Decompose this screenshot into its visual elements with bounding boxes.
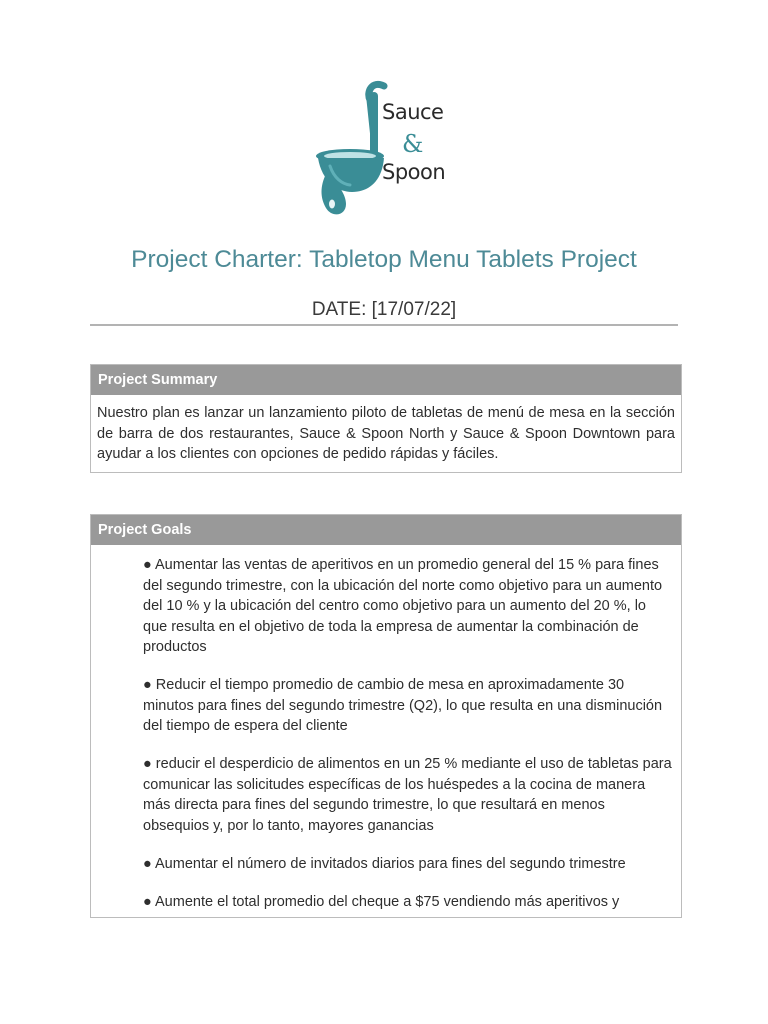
goal-text: Aumentar el número de invitados diarios para fines del segundo trimestre xyxy=(155,855,626,872)
project-summary-section xyxy=(90,364,682,473)
document-date: DATE: [17/07/22] xyxy=(311,299,457,320)
bullet-icon: ● xyxy=(143,756,152,772)
sauce-and-spoon-logo xyxy=(312,78,458,220)
logo-text-sauce: Sauce xyxy=(382,100,444,124)
project-goals-section xyxy=(90,514,682,918)
title-divider xyxy=(90,324,678,326)
goal-item xyxy=(143,555,673,658)
goal-item xyxy=(143,892,673,913)
goal-text: Aumente el total promedio del cheque a $75 vendiendo más aperitivos y xyxy=(155,893,620,910)
goal-text: Reducir el tiempo promedio de cambio de mesa en aproximadamente 30 minutos para fines del segundo trimestre (Q2), lo que resulta en una disminución del tiempo de espera del cliente xyxy=(143,677,663,734)
document-title: Project Charter: Tabletop Menu Tablets Project xyxy=(131,246,637,273)
logo-text-spoon: Spoon xyxy=(382,160,446,184)
project-goals-heading: Project Goals xyxy=(91,515,681,546)
bullet-icon: ● xyxy=(143,855,152,872)
project-goals-list xyxy=(91,546,681,912)
bullet-icon: ● xyxy=(143,893,152,910)
logo-ampersand: & xyxy=(402,130,424,158)
goal-text: reducir el desperdicio de alimentos en un 25 % mediante el uso de tabletas para comunicar las solicitudes específicas de los huéspedes a la cocina de manera más directa para fines del segundo trimestre, lo que resultará en menos obsequios y, por lo tanto, mayores ganancias xyxy=(143,756,672,834)
goal-item xyxy=(143,754,673,836)
bullet-icon: ● xyxy=(143,557,152,573)
project-summary-text: Nuestro plan es lanzar un lanzamiento piloto de tabletas de menú de mesa en la sección de barra de dos restaurantes, Sauce & Spoon North y Sauce & Spoon Downtown para ayudar a los clientes con opciones de pedido rápidas y fáciles. xyxy=(97,405,675,463)
bullet-icon: ● xyxy=(143,677,152,693)
goal-text: Aumentar las ventas de aperitivos en un promedio general del 15 % para fines del segundo trimestre, con la ubicación del norte como objetivo para un aumento del 10 % y la ubicación del centro como objetivo para un aumento del 20 %, lo que resulta en el objetivo de toda la empresa de aumentar la combinación de productos xyxy=(143,557,663,655)
goal-item xyxy=(143,854,673,875)
project-summary-heading: Project Summary xyxy=(91,365,681,396)
goal-item xyxy=(143,675,673,737)
